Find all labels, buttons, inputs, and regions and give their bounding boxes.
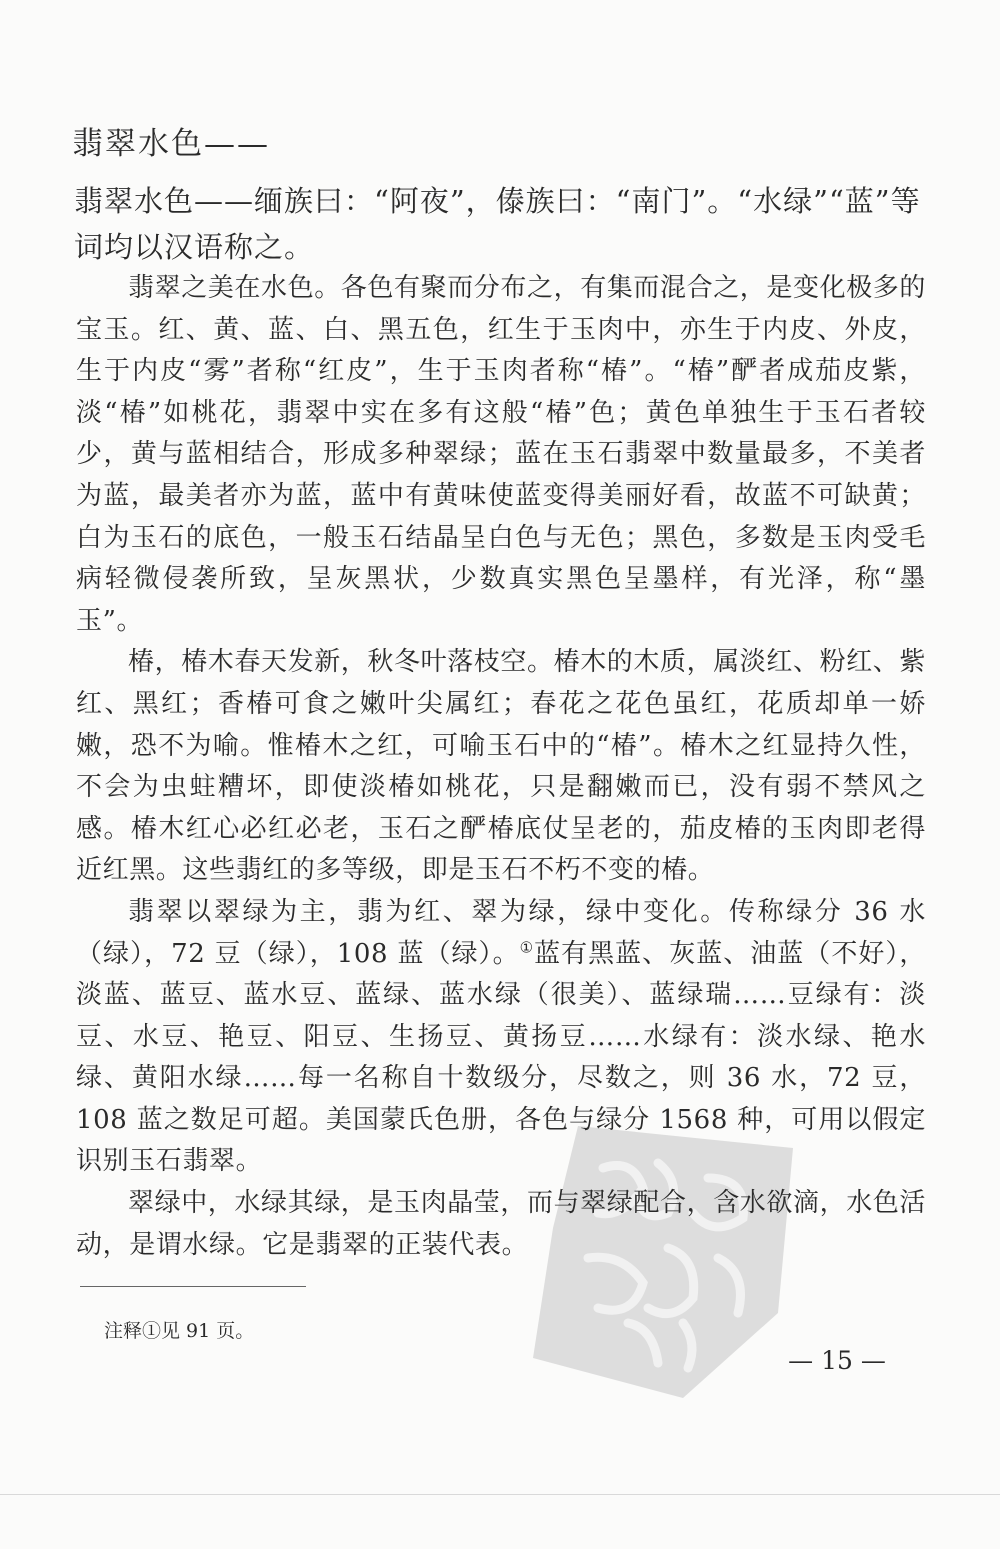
paragraph-chun: 椿，椿木春天发新，秋冬叶落枝空。椿木的木质，属淡红、粉红、紫红、黑红；香椿可食之嫩叶尖属红；春花之花色虽红，花质却单一娇嫩，恐不为喻。惟椿木之红，可喻玉石中的“椿”。椿木之红显持久性，不会为虫蛀糟坏，即使淡椿如桃花，只是翻嫩而已，没有弱不禁风之感。椿木红心必红必老，玉石之酽椿底仗呈老的，茄皮椿的玉肉即老得近红黑。这些翡红的多等级，即是玉石不朽不变的椿。 bbox=[76, 647, 927, 886]
footnote-reference: ① bbox=[519, 937, 535, 956]
lead-paragraph: 翡翠水色——缅族曰：“阿夜”，傣族曰：“南门”。“水绿”“蓝”等词均以汉语称之。 bbox=[74, 184, 921, 264]
paragraph-green-grades bbox=[76, 892, 926, 1183]
footnote-divider bbox=[80, 1286, 306, 1287]
paragraph-green-text-2: 蓝有黑蓝、灰蓝、油蓝（不好），淡蓝、蓝豆、蓝水豆、蓝绿、蓝水绿（很美）、蓝绿瑞……豆绿有：淡豆、水豆、艳豆、阳豆、生扬豆、黄扬豆……水绿有：淡水绿、艳水绿、黄阳水绿……每一名称自十数级分，尽数之，则 36 水，72 豆，108 蓝之数足可超。美国蒙氏色册，各色与绿分 1568 种，可用以假定识别玉石翡翠。 bbox=[76, 938, 926, 1177]
paragraph-green-text-1: 翡翠以翠绿为主，翡为红、翠为绿，绿中变化。传称绿分 36 水（绿），72 豆（绿），108 蓝（绿）。 bbox=[76, 896, 926, 969]
page-number: — 15 — bbox=[788, 1346, 886, 1375]
footnote: 注释①见 91 页。 bbox=[104, 1320, 255, 1342]
section-title: 翡翠水色—— bbox=[72, 126, 270, 162]
scan-bottom-edge bbox=[0, 1494, 1000, 1495]
body-text bbox=[76, 268, 926, 1266]
paragraph-colors: 翡翠之美在水色。各色有聚而分布之，有集而混合之，是变化极多的宝玉。红、黄、蓝、白、黑五色，红生于玉肉中，亦生于内皮、外皮，生于内皮“雾”者称“红皮”，生于玉肉者称“椿”。“椿”酽者成茄皮紫，淡“椿”如桃花，翡翠中实在多有这般“椿”色；黄色单独生于玉石者较少，黄与蓝相结合，形成多种翠绿；蓝在玉石翡翠中数量最多，不美者为蓝，最美者亦为蓝，蓝中有黄味使蓝变得美丽好看，故蓝不可缺黄；白为玉石的底色，一般玉石结晶呈白色与无色；黑色，多数是玉肉受毛病轻微侵袭所致，呈灰黑状，少数真实黑色呈墨样，有光泽，称“墨玉”。 bbox=[76, 273, 927, 636]
paragraph-water-green: 翠绿中，水绿其绿，是玉肉晶莹，而与翠绿配合，含水欲滴，水色活动，是谓水绿。它是翡翠的正装代表。 bbox=[76, 1188, 927, 1260]
